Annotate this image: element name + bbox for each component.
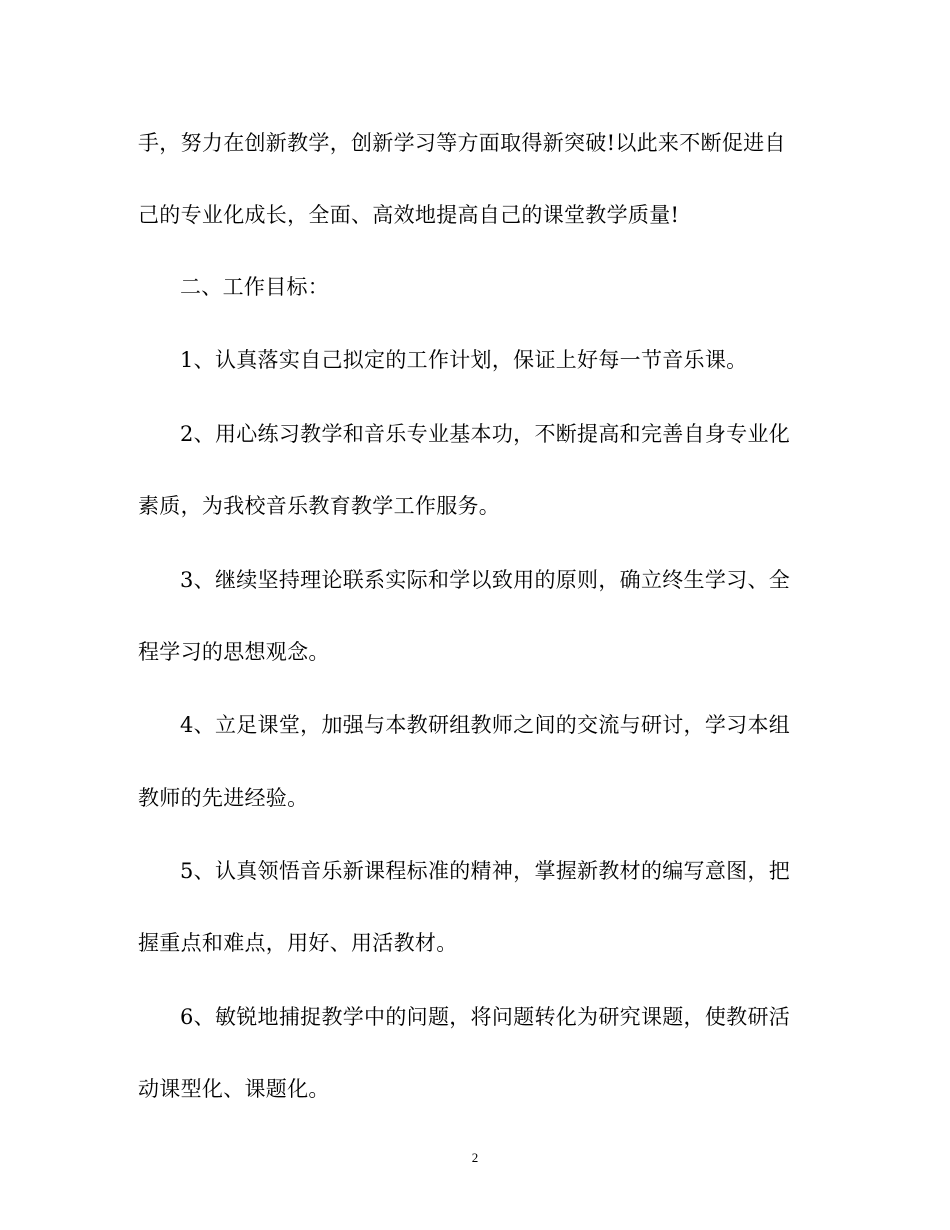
list-item-continuation: 程学习的思想观念。 — [138, 640, 330, 664]
section-heading: 二、工作目标： — [180, 275, 330, 299]
list-item-continuation: 动课型化、课题化。 — [138, 1077, 330, 1101]
paragraph-line: 手，努力在创新教学，创新学习等方面取得新突破!以此来不断促进自 — [138, 131, 786, 155]
list-item: 6、敏锐地捕捉教学中的问题，将问题转化为研究课题，使教研活 — [180, 1005, 791, 1029]
list-item: 1、认真落实自己拟定的工作计划，保证上好每一节音乐课。 — [180, 348, 748, 372]
list-item-continuation: 教师的先进经验。 — [138, 786, 309, 810]
list-item-continuation: 素质，为我校音乐教育教学工作服务。 — [138, 494, 501, 518]
page-number: 2 — [471, 1150, 479, 1165]
list-item-continuation: 握重点和难点，用好、用活教材。 — [138, 931, 458, 955]
list-item: 4、立足课堂，加强与本教研组教师之间的交流与研讨，学习本组 — [180, 713, 791, 737]
list-item: 2、用心练习教学和音乐专业基本功，不断提高和完善自身专业化 — [180, 422, 791, 446]
list-item: 5、认真领悟音乐新课程标准的精神，掌握新教材的编写意图，把 — [180, 859, 791, 883]
list-item: 3、继续坚持理论联系实际和学以致用的原则，确立终生学习、全 — [180, 568, 791, 592]
paragraph-line: 己的专业化成长，全面、高效地提高自己的课堂教学质量! — [138, 203, 680, 227]
